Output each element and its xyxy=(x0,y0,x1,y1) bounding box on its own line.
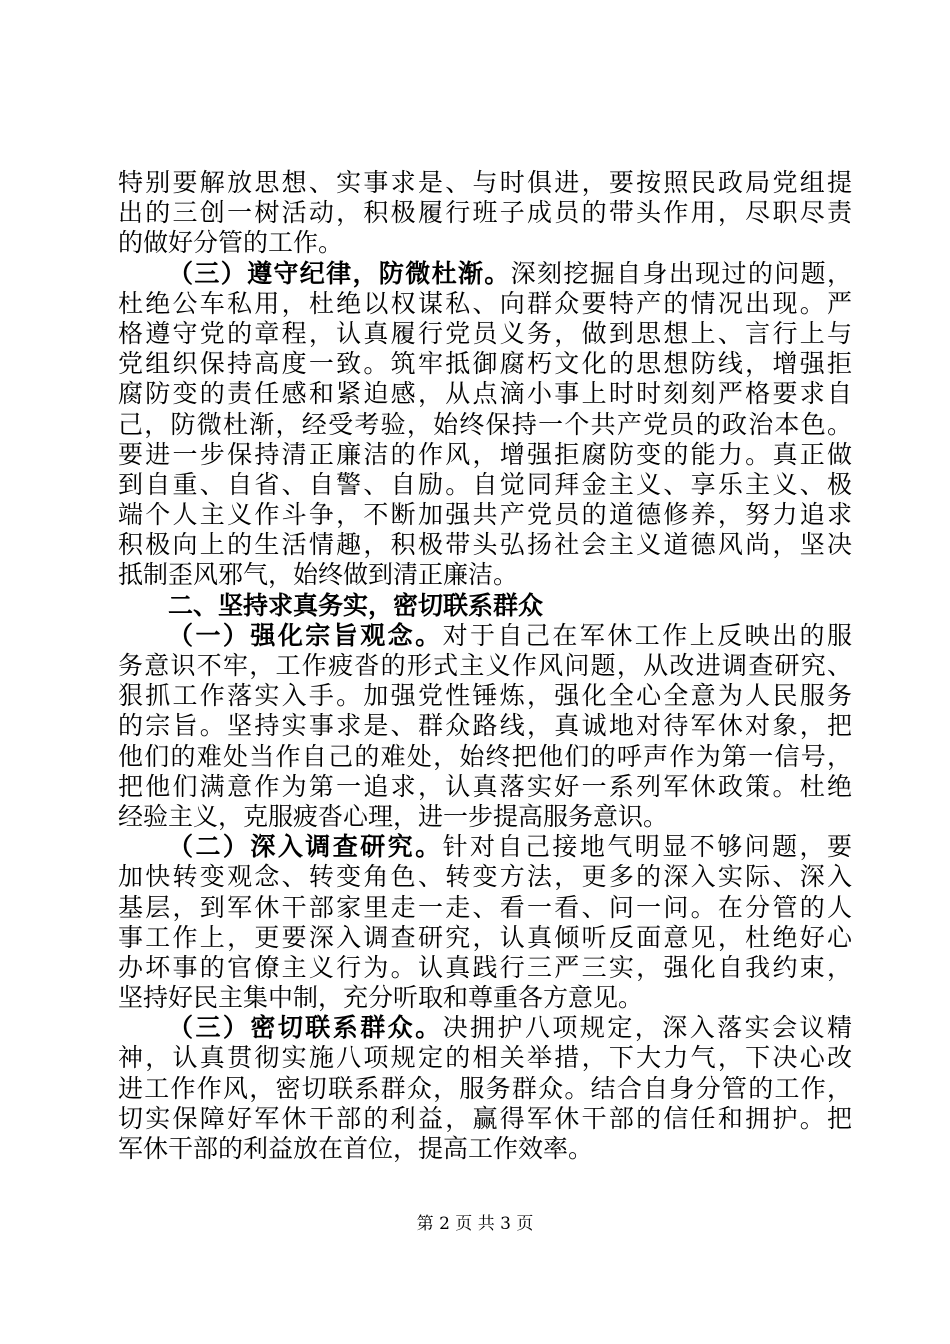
text-line: 办坏事的官僚主义行为。认真践行三严三实，强化自我约束， xyxy=(118,952,852,982)
paragraph-first-line xyxy=(118,1013,852,1043)
paragraph-lead-text: 深刻挖掘自身出现过的问题， xyxy=(510,258,852,288)
paragraph-lead-heading: （二）深入调查研究。 xyxy=(168,832,443,862)
text-line: 出的三创一树活动，积极履行班子成员的带头作用，尽职尽责 xyxy=(118,198,852,228)
text-line: 把他们满意作为第一追求，认真落实好一系列军休政策。杜绝 xyxy=(118,771,852,801)
paragraph-purpose xyxy=(118,621,852,832)
text-line: 进工作作风，密切联系群众，服务群众。结合自身分管的工作， xyxy=(118,1073,852,1103)
text-line: 神，认真贯彻实施八项规定的相关举措，下大力气，下决心改 xyxy=(118,1043,852,1073)
text-line: 的做好分管的工作。 xyxy=(118,228,344,258)
section-heading: 二、坚持求真务实，密切联系群众 xyxy=(168,590,544,620)
text-line: 己，防微杜渐，经受考验，始终保持一个共产党员的政治本色。 xyxy=(118,409,852,439)
text-line: 到自重、自省、自警、自励。自觉同拜金主义、享乐主义、极 xyxy=(118,469,852,499)
text-line: 腐防变的责任感和紧迫感，从点滴小事上时时刻刻严格要求自 xyxy=(118,379,852,409)
paragraph-first-line xyxy=(118,832,852,862)
text-line: 党组织保持高度一致。筑牢抵御腐朽文化的思想防线，增强拒 xyxy=(118,349,852,379)
paragraph-first-line xyxy=(118,621,852,651)
page-footer: 第 2 页 共 3 页 xyxy=(416,1214,534,1234)
text-line: 积极向上的生活情趣，积极带头弘扬社会主义道德风尚，坚决 xyxy=(118,530,852,560)
paragraph-continuation xyxy=(118,168,852,259)
paragraph-lead-text: 针对自己接地气明显不够问题，要 xyxy=(442,832,852,862)
paragraph-lead-text: 对于自己在军休工作上反映出的服 xyxy=(442,620,852,650)
text-line: 的宗旨。坚持实事求是、群众路线，真诚地对待军休对象，把 xyxy=(118,711,852,741)
text-line: 狠抓工作落实入手。加强党性锤炼，强化全心全意为人民服务 xyxy=(118,681,852,711)
text-line: 坚持好民主集中制，充分听取和尊重各方意见。 xyxy=(118,983,644,1013)
paragraph-lead-text: 决拥护八项规定，深入落实会议精 xyxy=(442,1013,852,1043)
document-body xyxy=(118,168,852,1164)
text-line: 经验主义，克服疲沓心理，进一步提高服务意识。 xyxy=(118,801,669,831)
paragraph-lead-heading: （三）密切联系群众。 xyxy=(168,1013,443,1043)
text-line: 要进一步保持清正廉洁的作风，增强拒腐防变的能力。真正做 xyxy=(118,439,852,469)
paragraph-lead-heading: （三）遵守纪律，防微杜渐。 xyxy=(168,258,511,288)
paragraph-masses xyxy=(118,1013,852,1164)
text-line: 切实保障好军休干部的利益，赢得军休干部的信任和拥护。把 xyxy=(118,1103,852,1133)
text-line: 军休干部的利益放在首位，提高工作效率。 xyxy=(118,1134,594,1163)
paragraph-discipline xyxy=(118,259,852,591)
paragraph-research xyxy=(118,832,852,1013)
paragraph-lead-heading: （一）强化宗旨观念。 xyxy=(168,620,443,650)
text-line: 加快转变观念、转变角色、转变方法，更多的深入实际、深入 xyxy=(118,862,852,892)
text-line: 杜绝公车私用，杜绝以权谋私、向群众要特产的情况出现。严 xyxy=(118,288,852,318)
text-line: 他们的难处当作自己的难处，始终把他们的呼声作为第一信号， xyxy=(118,741,852,771)
text-line: 抵制歪风邪气，始终做到清正廉洁。 xyxy=(118,560,519,590)
text-line: 基层，到军休干部家里走一走、看一看、问一问。在分管的人 xyxy=(118,892,852,922)
paragraph-first-line xyxy=(118,259,852,289)
text-line: 特别要解放思想、实事求是、与时俱进，要按照民政局党组提 xyxy=(118,168,852,197)
text-line: 事工作上，更要深入调查研究，认真倾听反面意见，杜绝好心 xyxy=(118,922,852,952)
text-line: 格遵守党的章程，认真履行党员义务，做到思想上、言行上与 xyxy=(118,318,852,348)
text-line: 务意识不牢，工作疲沓的形式主义作风问题，从改进调查研究、 xyxy=(118,651,852,680)
text-line: 端个人主义作斗争，不断加强共产党员的道德修养，努力追求 xyxy=(118,500,852,530)
